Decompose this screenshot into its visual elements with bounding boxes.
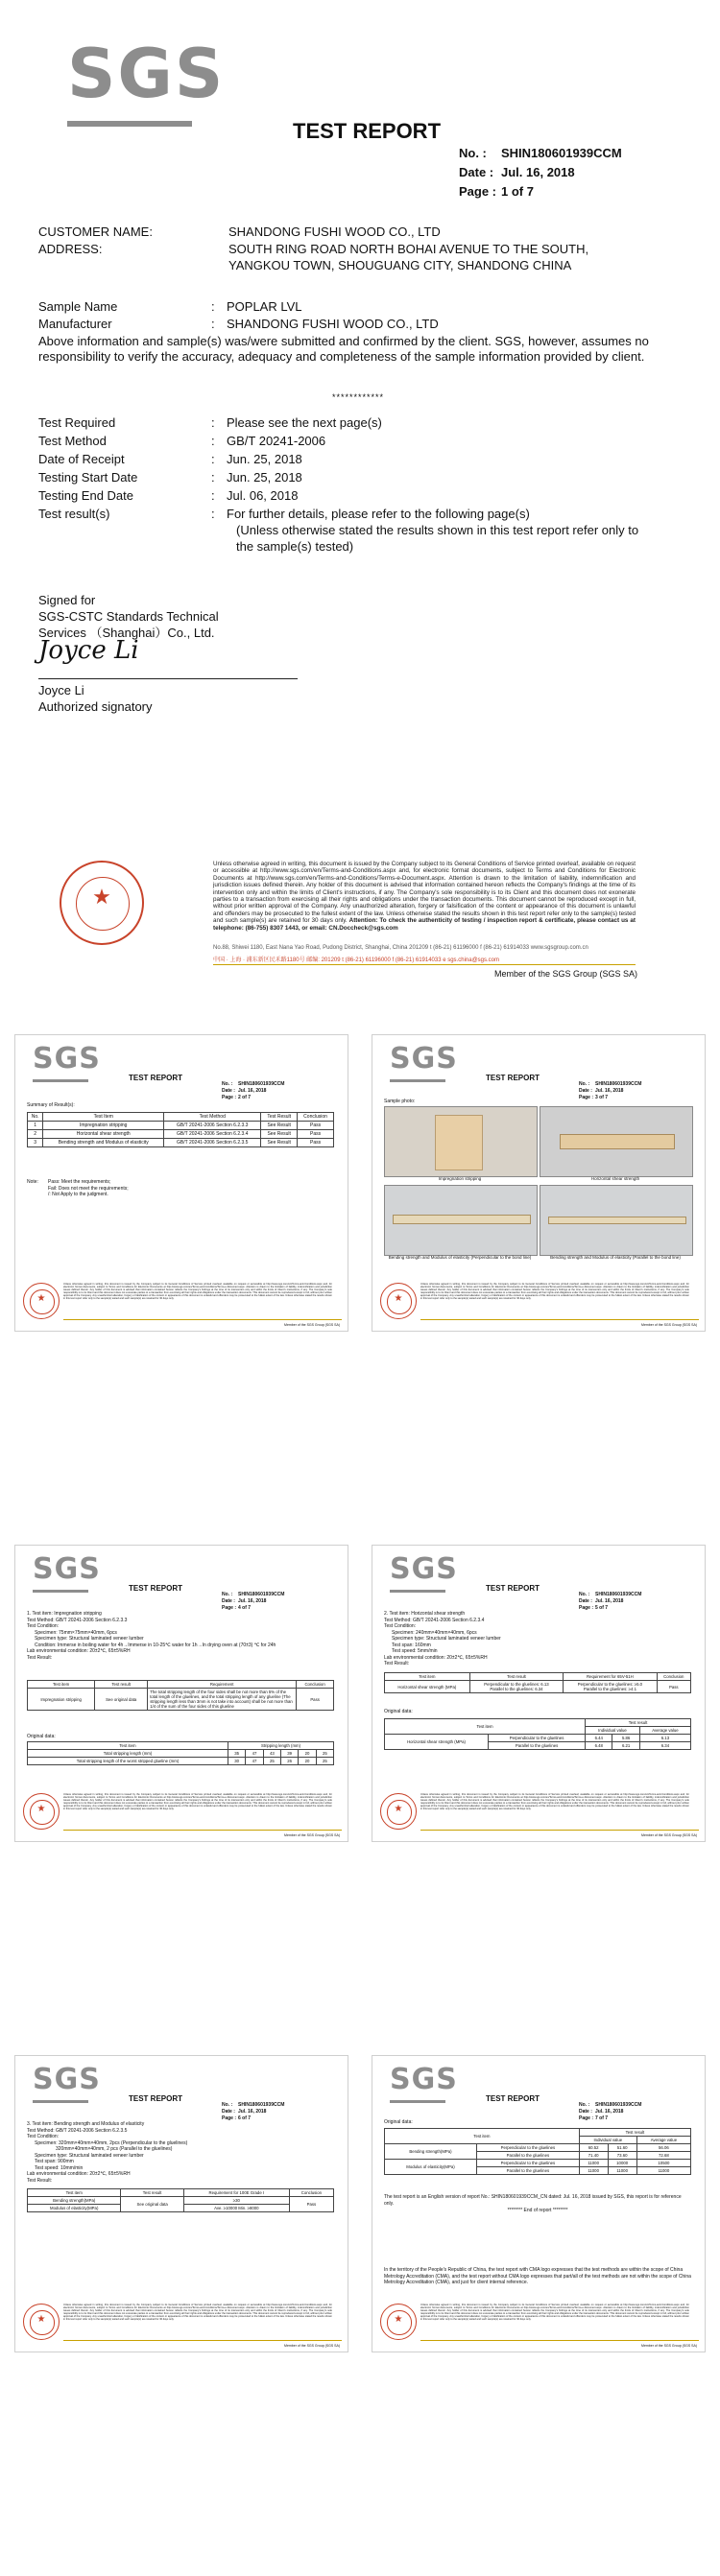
receipt-date-row: Date of Receipt : Jun. 25, 2018 — [38, 452, 302, 466]
table-row: Bending strength(MPa) See original data ≥30 Pass — [28, 2197, 334, 2205]
report-page-2 — [14, 1034, 348, 1332]
table-row: 1 Impregnation stripping GB/T 20241-2006 Section 6.2.3.3 See Result Pass — [28, 1122, 334, 1130]
sgs-logo: SGS — [390, 1555, 458, 1584]
original-data-label: Original data: — [384, 2119, 413, 2125]
signed-for: Signed for SGS-CSTC Standards Technical Services （Shanghai）Co., Ltd. — [38, 593, 219, 640]
signature-line — [38, 678, 298, 679]
report-meta: No. : SHIN180601939CCM Date : Jul. 16, 2018 Page : 1 of 7 — [459, 146, 622, 199]
terms-fineprint: Unless otherwise agreed in writing, this document is issued by the Company subject to its General Conditions of Service printed overleaf, available on request or accessible at http://www.sgs.com/en/Terms-and-Conditions.aspx and, for electronic format documents, subject to Terms and Conditions for Electronic Documents at http://www.sgs.com/en/Terms-and-Conditions/Terms-e-Document.aspx. Attention is drawn to the limitation of liability, indemnification and jurisdiction issues defined therein. Any holder of this document is advised that information contained hereon reflects the Company's findings at the time of its intervention only and within the limits of Client's instructions, if any. The Company's sole responsibility is to its Client and this document does not exonerate parties to a transaction from exercising all their rights and obligations under the transaction documents. This document cannot be reproduced except in full, without prior written approval of the Company. Any unauthorized alteration, forgery or falsification of the content or appearance of this document is unlawful and offenders may be prosecuted to the fullest extent of the law. Unless otherwise stated the results shown in this test report refer only to the sample(s) tested and such sample(s) are retained for 30 days only. — [63, 2304, 332, 2322]
sgs-logo: SGS — [67, 40, 225, 107]
table-row: Parallel to the gluelines 11000 11000 11000 — [385, 2167, 691, 2175]
report-page-3 — [372, 1034, 706, 1332]
test-method-row: Test Method : GB/T 20241-2006 — [38, 434, 326, 448]
original-data-label: Original data: — [27, 1734, 56, 1739]
cma-statement: In the territory of the People's Republic of China, the test report with CMA logo expresses that the test methods are within the scope of China Metrology Accreditation (CMA), and the test report without CMA logo expresses that part/all of the test methods are not within the scope of China Metrology Accreditation (CMA), and just for client internal reference. — [384, 2267, 691, 2285]
sgs-logo: SGS — [33, 1555, 101, 1584]
report-number: SHIN180601939CCM — [501, 146, 622, 160]
member-text: Member of the SGS Group (SGS SA) — [284, 2344, 340, 2348]
divider: ************ — [332, 392, 385, 402]
caption: Bending strength and Modulus of elasticity (Perpendicular to the bond line) — [388, 1255, 532, 1260]
signature: Joyce Li — [38, 636, 139, 665]
test-condition-block: 2. Test item: Horizontal shear strength Test Method: GB/T 20241-2006 Section 6.2.3.4 Test Condition: Specimen: 240mm×40mm×40mm, 6pcs Specimen type: Structural laminated veneer lumber Test span: 160mm Test speed: 5mm/min Lab environmental condition: 20±2℃, 65±5%RH Test Result: — [384, 1611, 501, 1666]
bending-original-table: Test item Test result Individual value Average value Bending strength(MPa) Perpendicular to the gluelines 60.52 51.60 56.06 Parallel to the gluelines 71.40 73.60 72.68 Modulus of elasticity(MPa) Perpendicular to the gluelines 11000 10000 10500 Parallel to the gluelines 11000 11000 11000 — [384, 2128, 691, 2175]
terms-fineprint: Unless otherwise agreed in writing, this document is issued by the Company subject to its General Conditions of Service printed overleaf, available on request or accessible at http://www.sgs.com/en/Terms-and-Conditions.aspx and, for electronic format documents, subject to Terms and Conditions for Electronic Documents at http://www.sgs.com/en/Terms-and-Conditions/Terms-e-Document.aspx. Attention is drawn to the limitation of liability, indemnification and jurisdiction issues defined therein. Any holder of this document is advised that information contained hereon reflects the Company's findings at the time of its intervention only and within the limits of Client's instructions, if any. The Company's sole responsibility is to its Client and this document does not exonerate parties to a transaction from exercising all their rights and obligations under the transaction documents. This document cannot be reproduced except in full, without prior written approval of the Company. Any unauthorized alteration, forgery or falsification of the content or appearance of this document is unlawful and offenders may be prosecuted to the fullest extent of the law. Unless otherwise stated the results shown in this test report refer only to the sample(s) tested and such sample(s) are retained for 30 days only. — [420, 1283, 689, 1301]
member-text: Member of the SGS Group (SGS SA) — [284, 1833, 340, 1837]
table-row: Total stripping length of the worst stripped glueline (mm) 30 47 25 26 20 25 — [28, 1758, 334, 1765]
terms-fineprint: Unless otherwise agreed in writing, this document is issued by the Company subject to its General Conditions of Service printed overleaf, available on request or accessible at http://www.sgs.com/en/Terms-and-Conditions.aspx and, for electronic format documents, subject to Terms and Conditions for Electronic Documents at http://www.sgs.com/en/Terms-and-Conditions/Terms-e-Document.aspx. Attention is drawn to the limitation of liability, indemnification and jurisdiction issues defined therein. Any holder of this document is advised that information contained hereon reflects the Company's findings at the time of its intervention only and within the limits of Client's instructions, if any. The Company's sole responsibility is to its Client and this document does not exonerate parties to a transaction from exercising all their rights and obligations under the transaction documents. This document cannot be reproduced except in full, without prior written approval of the Company. Any unauthorized alteration, forgery or falsification of the content or appearance of this document is unlawful and offenders may be prosecuted to the fullest extent of the law. Unless otherwise stated the results shown in this test report refer only to the sample(s) tested and such sample(s) are retained for 30 days only. — [63, 1283, 332, 1301]
table-row: Horizontal shear strength (MPa) Perpendicular to the gluelines: 6.13 Parallel to the gluelines: 6.34 Perpendicular to the gluelines: ≥5.0 Parallel to the gluelines: ≥4.1 Pass — [385, 1681, 691, 1693]
caption: Horizontal shear strength — [590, 1176, 640, 1181]
original-data-label: Original data: — [384, 1709, 413, 1714]
terms-fineprint: Unless otherwise agreed in writing, this document is issued by the Company subject to its General Conditions of Service printed overleaf, available on request or accessible at http://www.sgs.com/en/Terms-and-Conditions.aspx and, for electronic format documents, subject to Terms and Conditions for Electronic Documents at http://www.sgs.com/en/Terms-and-Conditions/Terms-e-Document.aspx. Attention is drawn to the limitation of liability, indemnification and jurisdiction issues defined therein. Any holder of this document is advised that information contained hereon reflects the Company's findings at the time of its intervention only and within the limits of Client's instructions, if any. The Company's sole responsibility is to its Client and this document does not exonerate parties to a transaction from exercising all their rights and obligations under the transaction documents. This document cannot be reproduced except in full, without prior written approval of the Company. Any unauthorized alteration, forgery or falsification of the content or appearance of this document is unlawful and offenders may be prosecuted to the fullest extent of the law. Unless otherwise stated the results shown in this test report refer only to the sample(s) tested and such sample(s) are retained for 30 days only. Attention: To check the authenticity of testing / inspection report & certificate, please contact us at telephone: (86-755) 8307 1443, or email: CN.Doccheck@sgs.com — [213, 861, 636, 932]
terms-fineprint: Unless otherwise agreed in writing, this document is issued by the Company subject to its General Conditions of Service printed overleaf, available on request or accessible at http://www.sgs.com/en/Terms-and-Conditions.aspx and, for electronic format documents, subject to Terms and Conditions for Electronic Documents at http://www.sgs.com/en/Terms-and-Conditions/Terms-e-Document.aspx. Attention is drawn to the limitation of liability, indemnification and jurisdiction issues defined therein. Any holder of this document is advised that information contained hereon reflects the Company's findings at the time of its intervention only and within the limits of Client's instructions, if any. The Company's sole responsibility is to its Client and this document does not exonerate parties to a transaction from exercising all their rights and obligations under the transaction documents. This document cannot be reproduced except in full, without prior written approval of the Company. Any unauthorized alteration, forgery or falsification of the content or appearance of this document is unlawful and offenders may be prosecuted to the fullest extent of the law. Unless otherwise stated the results shown in this test report refer only to the sample(s) tested and such sample(s) are retained for 30 days only. — [420, 2304, 689, 2322]
footer-address-cn: 中国 · 上海 · 浦东新区民禾路1180号 邮编: 201209 t (86-21) 61196000 f (86-21) 61914033 e sgs.china@sgs.com — [213, 957, 500, 963]
table-row: Bending strength(MPa) Perpendicular to the gluelines 60.52 51.60 56.06 — [385, 2144, 691, 2152]
end-date-row: Testing End Date : Jul. 06, 2018 — [38, 488, 299, 503]
table-row: Parallel to the gluelines 71.40 73.60 72.68 — [385, 2152, 691, 2160]
test-result-row: Test result(s) : For further details, please refer to the following page(s) (Unless otherwise stated the results shown in this test report refer only to the sample(s) tested) — [38, 507, 639, 554]
report-date: Jul. 16, 2018 — [501, 165, 575, 179]
member-text: Member of the SGS Group (SGS SA) — [494, 969, 638, 979]
photo-shear — [540, 1106, 693, 1177]
member-text: Member of the SGS Group (SGS SA) — [641, 1323, 697, 1327]
page-number: 1 of 7 — [501, 184, 534, 199]
sgs-stamp: ★ — [380, 2304, 417, 2340]
report-title: TEST REPORT — [486, 2094, 540, 2103]
report-meta: No. : SHIN180601939CCM Date : Jul. 16, 2018 Page : 4 of 7 — [222, 1592, 285, 1611]
sgs-stamp: ★ — [23, 1283, 60, 1319]
bending-result-table: Test item Test result Requirement for 100E Grade I Conclusion Bending strength(MPa) See original data ≥30 Pass Modulus of elasticity(MPa) Ave. ≥10000 Min. ≥8000 — [27, 2188, 334, 2212]
table-row: Modulus of elasticity(MPa) Perpendicular to the gluelines 11000 10000 10500 — [385, 2160, 691, 2167]
photo-bending-perp — [384, 1185, 538, 1256]
sgs-stamp: ★ — [23, 2304, 60, 2340]
report-page-7 — [372, 2055, 706, 2352]
report-meta: No. : SHIN180601939CCM Date : Jul. 16, 2018 Page : 6 of 7 — [222, 2102, 285, 2121]
table-row: 2 Horizontal shear strength GB/T 20241-2006 Section 6.2.3.4 See Result Pass — [28, 1130, 334, 1139]
report-title: TEST REPORT — [486, 1584, 540, 1593]
report-note: The test report is an English version of report No.: SHIN180601939CCM_CN dated: Jul. 16, 2018 issued by SGS, this report is for reference only. — [384, 2194, 682, 2207]
note-label: Note: — [27, 1179, 38, 1185]
sgs-logo: SGS — [390, 1045, 458, 1074]
table-row: Total stripping length (mm) 35 47 43 39 20 25 — [28, 1750, 334, 1758]
shear-original-table: Test item Test result Individual value Average value Horizontal shear strength (MPa) Perpendicular to the gluelines 6.44 5.86 6.13 Parallel to the gluelines 6.48 6.21 6.34 — [384, 1718, 691, 1750]
table-row: Modulus of elasticity(MPa) Ave. ≥10000 Min. ≥8000 — [28, 2205, 334, 2212]
terms-fineprint: Unless otherwise agreed in writing, this document is issued by the Company subject to its General Conditions of Service printed overleaf, available on request or accessible at http://www.sgs.com/en/Terms-and-Conditions.aspx and, for electronic format documents, subject to Terms and Conditions for Electronic Documents at http://www.sgs.com/en/Terms-and-Conditions/Terms-e-Document.aspx. Attention is drawn to the limitation of liability, indemnification and jurisdiction issues defined therein. Any holder of this document is advised that information contained hereon reflects the Company's findings at the time of its intervention only and within the limits of Client's instructions, if any. The Company's sole responsibility is to its Client and this document does not exonerate parties to a transaction from exercising all their rights and obligations under the transaction documents. This document cannot be reproduced except in full, without prior written approval of the Company. Any unauthorized alteration, forgery or falsification of the content or appearance of this document is unlawful and offenders may be prosecuted to the fullest extent of the law. Unless otherwise stated the results shown in this test report refer only to the sample(s) tested and such sample(s) are retained for 30 days only. — [63, 1793, 332, 1811]
end-of-report: ******** End of report ******** — [507, 2208, 568, 2213]
table-row: 3 Bending strength and Modulus of elasticity GB/T 20241-2006 Section 6.2.3.5 See Result Pass — [28, 1139, 334, 1147]
table-row: Parallel to the gluelines 6.48 6.21 6.34 — [385, 1742, 691, 1750]
notes: Pass: Meet the requirements; Fail: Does not meet the requirements; /: Not Apply to the judgment. — [48, 1179, 129, 1197]
footer-rule — [213, 964, 636, 965]
sgs-stamp: ★ — [23, 1793, 60, 1830]
sgs-stamp: ★ — [380, 1793, 417, 1830]
caption: Impregnation stripping — [438, 1176, 482, 1181]
table-row: Horizontal shear strength (MPa) Perpendicular to the gluelines 6.44 5.86 6.13 — [385, 1735, 691, 1742]
report-page-5 — [372, 1545, 706, 1842]
photo-bending-para — [540, 1185, 693, 1256]
member-text: Member of the SGS Group (SGS SA) — [641, 1833, 697, 1837]
report-title: TEST REPORT — [129, 2094, 183, 2103]
test-condition-block: 1. Test item: Impregnation stripping Test Method: GB/T 20241-2006 Section 6.2.3.3 Test Condition: Specimen: 75mm×75mm×40mm, 6pcs Specimen type: Structural laminated veneer lumber Condition: Immerse in boiling water for 4h→Immerse in 10-25℃ water for 1h→In drying oven at (70±3) ℃ for 24h Lab environmental condition: 20±2℃, 65±5%RH Test Result: — [27, 1611, 276, 1661]
manufacturer-row: Manufacturer : SHANDONG FUSHI WOOD CO., LTD — [38, 317, 439, 331]
report-title: TEST REPORT — [129, 1584, 183, 1593]
report-meta: No. : SHIN180601939CCM Date : Jul. 16, 2018 Page : 2 of 7 — [222, 1081, 285, 1100]
report-meta: No. : SHIN180601939CCM Date : Jul. 16, 2018 Page : 5 of 7 — [579, 1592, 642, 1611]
customer-name-row: CUSTOMER NAME: SHANDONG FUSHI WOOD CO., LTD — [38, 225, 441, 239]
caption: Bending strength and Modulus of elasticity (Parallel to the bond line) — [550, 1255, 681, 1260]
member-text: Member of the SGS Group (SGS SA) — [641, 2344, 697, 2348]
photo-impregnation — [384, 1106, 538, 1177]
member-text: Member of the SGS Group (SGS SA) — [284, 1323, 340, 1327]
sample-name-row: Sample Name : POPLAR LVL — [38, 299, 302, 314]
report-page-6 — [14, 2055, 348, 2352]
shear-result-table: Test item Test result Requirement for 65V-51H Conclusion Horizontal shear strength (MPa) Perpendicular to the gluelines: 6.13 Parallel to the gluelines: 6.34 Perpendicular to the gluelines: ≥5.0 Parallel to the gluelines: ≥4.1 Pass — [384, 1672, 691, 1693]
report-meta: No. : SHIN180601939CCM Date : Jul. 16, 2018 Page : 7 of 7 — [579, 2102, 642, 2121]
report-title: TEST REPORT — [129, 1074, 183, 1082]
impregnation-result-table: Test item Test result Requirement Conclusion Impregnation stripping See original data The total stripping length of the four sides shall be not more than 5% of the total length of the gluelines, and the total stripping length of any glueline (The stripping length less than 3mm is not take into account) shall be not more than 1/4 of the sum of the four sides of this glueline Pass — [27, 1680, 334, 1711]
test-condition-block: 3. Test item: Bending strength and Modulus of elasticity Test Method: GB/T 20241-2006 Section 6.2.3.5 Test Condition: Specimen: 320mm×40mm×40mm, 2pcs (Perpendicular to the gluelines) 320mm×40mm×40mm, 2 pcs (Parallel to the gluelines) Specimen type: Structural laminated veneer lumber Test span: 900mm Test speed: 10mm/min Lab environmental condition: 20±2℃, 65±5%RH Test Result: — [27, 2121, 188, 2184]
test-required-row: Test Required : Please see the next page(s) — [38, 415, 382, 430]
summary-table: No. Test Item Test Method Test Result Conclusion 1 Impregnation stripping GB/T 20241-2006 Section 6.2.3.3 See Result Pass 2 Horizontal shear strength GB/T 20241-2006 Section 6.2.3.4 See Result Pass 3 Bending strength and Modulus of elasticity GB/T 20241-2006 Section 6.2.3.5 See Result Pass — [27, 1112, 334, 1147]
stripping-table: Test item Stripping length (mm) Total stripping length (mm) 35 47 43 39 20 25 Total stripping length of the worst stripped glueline (mm) 30 47 25 26 20 25 — [27, 1741, 334, 1765]
table-row: Impregnation stripping See original data The total stripping length of the four sides shall be not more than 5% of the total length of the gluelines, and the total stripping length of any glueline (The stripping length less than 3mm is not take into account) shall be not more than 1/4 of the sum of the four sides of this glueline Pass — [28, 1689, 334, 1711]
terms-fineprint: Unless otherwise agreed in writing, this document is issued by the Company subject to its General Conditions of Service printed overleaf, available on request or accessible at http://www.sgs.com/en/Terms-and-Conditions.aspx and, for electronic format documents, subject to Terms and Conditions for Electronic Documents at http://www.sgs.com/en/Terms-and-Conditions/Terms-e-Document.aspx. Attention is drawn to the limitation of liability, indemnification and jurisdiction issues defined therein. Any holder of this document is advised that information contained hereon reflects the Company's findings at the time of its intervention only and within the limits of Client's instructions, if any. The Company's sole responsibility is to its Client and this document does not exonerate parties to a transaction from exercising all their rights and obligations under the transaction documents. This document cannot be reproduced except in full, without prior written approval of the Company. Any unauthorized alteration, forgery or falsification of the content or appearance of this document is unlawful and offenders may be prosecuted to the fullest extent of the law. Unless otherwise stated the results shown in this test report refer only to the sample(s) tested and such sample(s) are retained for 30 days only. — [420, 1793, 689, 1811]
report-page-4 — [14, 1545, 348, 1842]
report-page-1 — [0, 0, 720, 1020]
signatory: Joyce Li Authorized signatory — [38, 683, 153, 714]
summary-title: Summary of Result(s): — [27, 1102, 75, 1108]
sgs-logo: SGS — [33, 1045, 101, 1074]
sgs-stamp: ★ — [60, 861, 144, 945]
report-title: TEST REPORT — [486, 1074, 540, 1082]
sgs-logo: SGS — [33, 2066, 101, 2094]
footer-address: No.88, Shiwei 1180, East Nana Yao Road, Pudong District, Shanghai, China 201209 t (86-21) 61196000 f (86-21) 61914033 www.sgsgroup.com.cn — [213, 945, 588, 951]
sgs-logo: SGS — [390, 2066, 458, 2094]
address-row: ADDRESS: SOUTH RING ROAD NORTH BOHAI AVENUE TO THE SOUTH, YANGKOU TOWN, SHOUGUANG CITY, SHANDONG CHINA — [38, 242, 589, 272]
report-title: TEST REPORT — [293, 119, 442, 143]
photo-title: Sample photo: — [384, 1099, 416, 1104]
sgs-stamp: ★ — [380, 1283, 417, 1319]
report-meta: No. : SHIN180601939CCM Date : Jul. 16, 2018 Page : 3 of 7 — [579, 1081, 642, 1100]
sample-disclaimer: Above information and sample(s) was/were submitted and confirmed by the client. SGS, however, assumes no responsibility to verify the accuracy, adequacy and completeness of the sample information provided by client. — [38, 334, 649, 364]
start-date-row: Testing Start Date : Jun. 25, 2018 — [38, 470, 302, 484]
